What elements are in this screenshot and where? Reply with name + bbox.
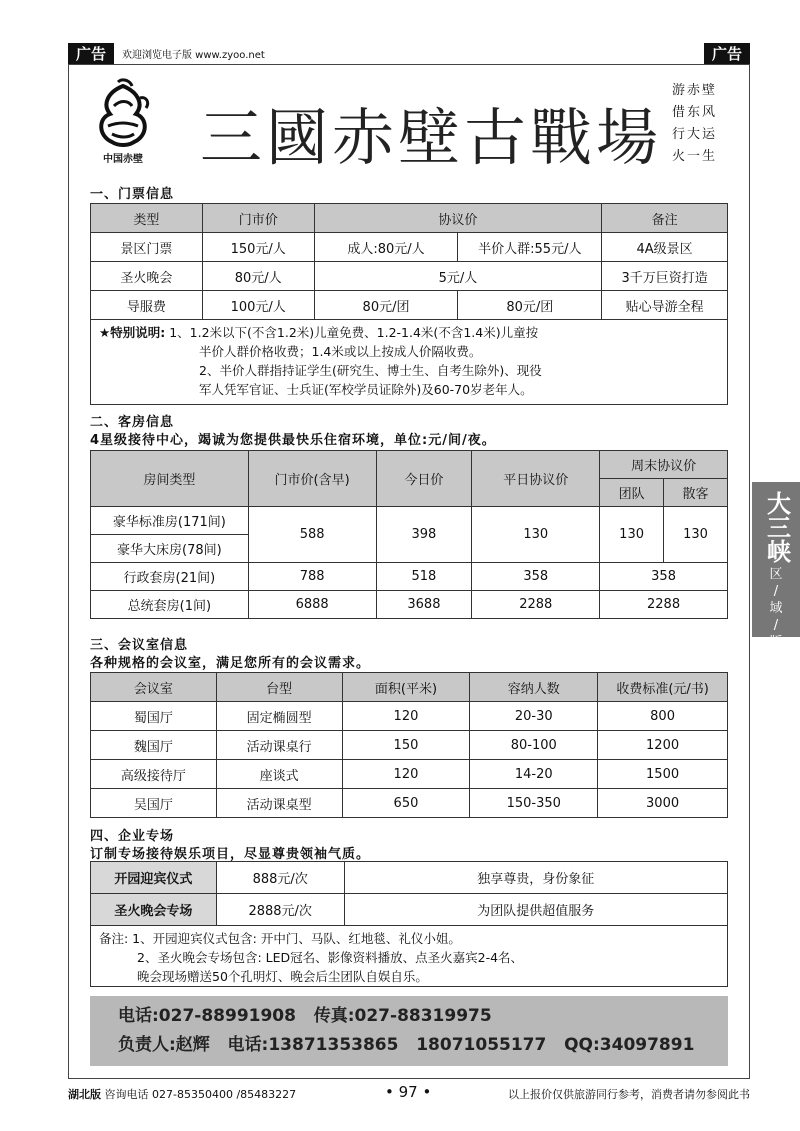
- section-intro-meeting: 各种规格的会议室，满足您所有的会议需求。: [90, 656, 371, 671]
- cell: 1200: [598, 731, 728, 760]
- cell: 贴心导游全程: [602, 291, 728, 320]
- table-row: [91, 789, 728, 818]
- header-cell: 类型: [91, 204, 203, 233]
- corporate-table: [90, 861, 728, 926]
- cell: 吴国厅: [91, 789, 217, 818]
- cell: 120: [342, 702, 470, 731]
- cell: 开园迎宾仪式: [91, 862, 217, 894]
- header-cell: 台型: [216, 673, 342, 702]
- note-line: 2、半价人群指持证学生(研究生、博士生、自考生除外)、现役: [199, 363, 542, 378]
- cell: 2288: [472, 591, 600, 619]
- cell: 导服费: [91, 291, 203, 320]
- header-cell: 收费标准(元/书): [598, 673, 728, 702]
- page-title: 三國赤壁古戰場: [200, 101, 663, 174]
- cell: 80元/人: [202, 262, 314, 291]
- cell: 150-350: [470, 789, 598, 818]
- header-cell: 门市价(含早): [248, 451, 376, 507]
- header-cell: 门市价: [202, 204, 314, 233]
- header-cell: 今日价: [376, 451, 472, 507]
- table-row: [91, 591, 728, 619]
- slogan-line: 借东风: [672, 105, 718, 120]
- side-tab-char: /: [773, 618, 779, 633]
- cell: 358: [600, 563, 728, 591]
- footer-phone: 咨询电话 027-85350400 /85483227: [104, 1088, 297, 1101]
- logo-text: 中国赤壁: [103, 154, 143, 165]
- cell: 行政套房(21间): [91, 563, 249, 591]
- note-line: 2、圣火晚会专场包含: LED冠名、影像资料播放、点圣火嘉宾2-4名、: [137, 950, 524, 965]
- cell: 130: [472, 507, 600, 563]
- table-row: [91, 702, 728, 731]
- cell: 豪华标准房(171间): [91, 507, 249, 535]
- slogan-line: 行大运: [672, 127, 718, 142]
- cell: 100元/人: [202, 291, 314, 320]
- cell: 半价人群:55元/人: [458, 233, 602, 262]
- section-title-corporate: 四、企业专场: [90, 829, 175, 844]
- cell: 14-20: [470, 760, 598, 789]
- table-row: [91, 731, 728, 760]
- table-header-row: [91, 673, 728, 702]
- cell: 固定椭圆型: [216, 702, 342, 731]
- note-label: ★特别说明:: [99, 325, 166, 340]
- note-line: 军人凭军官证、士兵证(军校学员证除外)及60-70岁老年人。: [199, 382, 533, 397]
- side-tab-char: 版: [769, 635, 783, 650]
- cell: 2288: [600, 591, 728, 619]
- corporate-note: [90, 925, 728, 987]
- note-line: 1、1.2米以下(不含1.2米)儿童免费、1.2-1.4米(不含1.4米)儿童按: [169, 325, 539, 340]
- cell: 6888: [248, 591, 376, 619]
- cell: 518: [376, 563, 472, 591]
- cell: 80-100: [470, 731, 598, 760]
- header-cell: 散客: [664, 479, 728, 507]
- cell: 5元/人: [314, 262, 602, 291]
- cell: 80元/团: [314, 291, 458, 320]
- page-number: • 97 •: [385, 1083, 432, 1101]
- header-cell: 团队: [600, 479, 664, 507]
- cell: 3千万巨资打造: [602, 262, 728, 291]
- table-row: [91, 233, 728, 262]
- welcome-text: 欢迎浏览电子版 www.zyoo.net: [122, 50, 265, 61]
- header-cell: 容纳人数: [470, 673, 598, 702]
- ad-label-left: 广告: [68, 43, 114, 65]
- side-tab-char: 域: [769, 601, 783, 616]
- cell: 成人:80元/人: [314, 233, 458, 262]
- footer-edition: 湖北版: [68, 1088, 101, 1101]
- cell: 魏国厅: [91, 731, 217, 760]
- cell: 650: [342, 789, 470, 818]
- meeting-table: [90, 672, 728, 818]
- table-row: [91, 563, 728, 591]
- cell: 398: [376, 507, 472, 563]
- note-line: 备注: 1、开园迎宾仪式包含: 开中门、马队、红地毯、礼仪小姐。: [99, 931, 461, 946]
- header-cell: 平日协议价: [472, 451, 600, 507]
- cell: 130: [664, 507, 728, 563]
- cell: 800: [598, 702, 728, 731]
- table-row: [91, 894, 728, 926]
- cell: 358: [472, 563, 600, 591]
- side-tab-char: /: [773, 584, 779, 599]
- cell: 圣火晚会: [91, 262, 203, 291]
- table-row: [91, 507, 728, 535]
- table-row: [91, 291, 728, 320]
- section-title-rooms: 二、客房信息: [90, 415, 175, 430]
- cell: 3000: [598, 789, 728, 818]
- side-tab-char: 区: [769, 567, 783, 582]
- cell: 150元/人: [202, 233, 314, 262]
- cell: 总统套房(1间): [91, 591, 249, 619]
- header-cell: 协议价: [314, 204, 602, 233]
- cell: 活动课桌型: [216, 789, 342, 818]
- contact-line-person: 负责人:赵辉 电话:13871353865 18071055177 QQ:34097891: [118, 1035, 695, 1055]
- note-line: 半价人群价格收费；1.4米或以上按成人价隔收费。: [199, 344, 482, 359]
- slogan-line: 游赤壁: [672, 83, 718, 98]
- slogan-line: 火一生: [672, 149, 718, 164]
- cell: 圣火晚会专场: [91, 894, 217, 926]
- cell: 788: [248, 563, 376, 591]
- table-row: [91, 760, 728, 789]
- cell: 独享尊贵，身份象征: [344, 862, 727, 894]
- section-intro-rooms: 4星级接待中心，竭诚为您提供最快乐住宿环境，单位:元/间/夜。: [90, 433, 496, 448]
- header-cell: 面积(平米): [342, 673, 470, 702]
- cell: 景区门票: [91, 233, 203, 262]
- cell: 80元/团: [458, 291, 602, 320]
- note-line: 晚会现场赠送50个孔明灯、晚会后尘团队自娱自乐。: [137, 969, 428, 984]
- cell: 20-30: [470, 702, 598, 731]
- header-cell: 周末协议价: [600, 451, 728, 479]
- section-intro-corporate: 订制专场接待娱乐项目，尽显尊贵领袖气质。: [90, 847, 371, 862]
- table-row: [91, 262, 728, 291]
- cell: 130: [600, 507, 664, 563]
- cell: 888元/次: [216, 862, 344, 894]
- cell: 1500: [598, 760, 728, 789]
- cell: 150: [342, 731, 470, 760]
- section-title-tickets: 一、门票信息: [90, 187, 175, 202]
- footer-disclaimer: 以上报价仅供旅游同行参考，消费者请勿参阅此书: [508, 1088, 750, 1101]
- cell: 为团队提供超值服务: [344, 894, 727, 926]
- contact-box: [90, 996, 728, 1066]
- cell: 2888元/次: [216, 894, 344, 926]
- table-header-row: [91, 451, 728, 479]
- ad-label-right: 广告: [704, 43, 750, 65]
- contact-line-phone: 电话:027-88991908 传真:027-88319975: [118, 1006, 492, 1026]
- table-header-row: [91, 204, 728, 233]
- section-title-meeting: 三、会议室信息: [90, 638, 189, 653]
- cell: 豪华大床房(78间): [91, 535, 249, 563]
- cell: 蜀国厅: [91, 702, 217, 731]
- cell: 座谈式: [216, 760, 342, 789]
- region-side-tab: [752, 482, 800, 650]
- table-row: [91, 862, 728, 894]
- room-table: [90, 450, 728, 619]
- cell: 120: [342, 760, 470, 789]
- cell: 4A级景区: [602, 233, 728, 262]
- ticket-table: [90, 203, 728, 320]
- header-cell: 备注: [602, 204, 728, 233]
- footer-left: [68, 1086, 296, 1102]
- slogan: [672, 80, 717, 168]
- cell: 高级接待厅: [91, 760, 217, 789]
- side-tab-title: 大三峡: [762, 491, 791, 563]
- cell: 588: [248, 507, 376, 563]
- cell: 活动课桌行: [216, 731, 342, 760]
- cell: 3688: [376, 591, 472, 619]
- header-cell: 房间类型: [91, 451, 249, 507]
- header-cell: 会议室: [91, 673, 217, 702]
- ticket-note: [90, 319, 728, 405]
